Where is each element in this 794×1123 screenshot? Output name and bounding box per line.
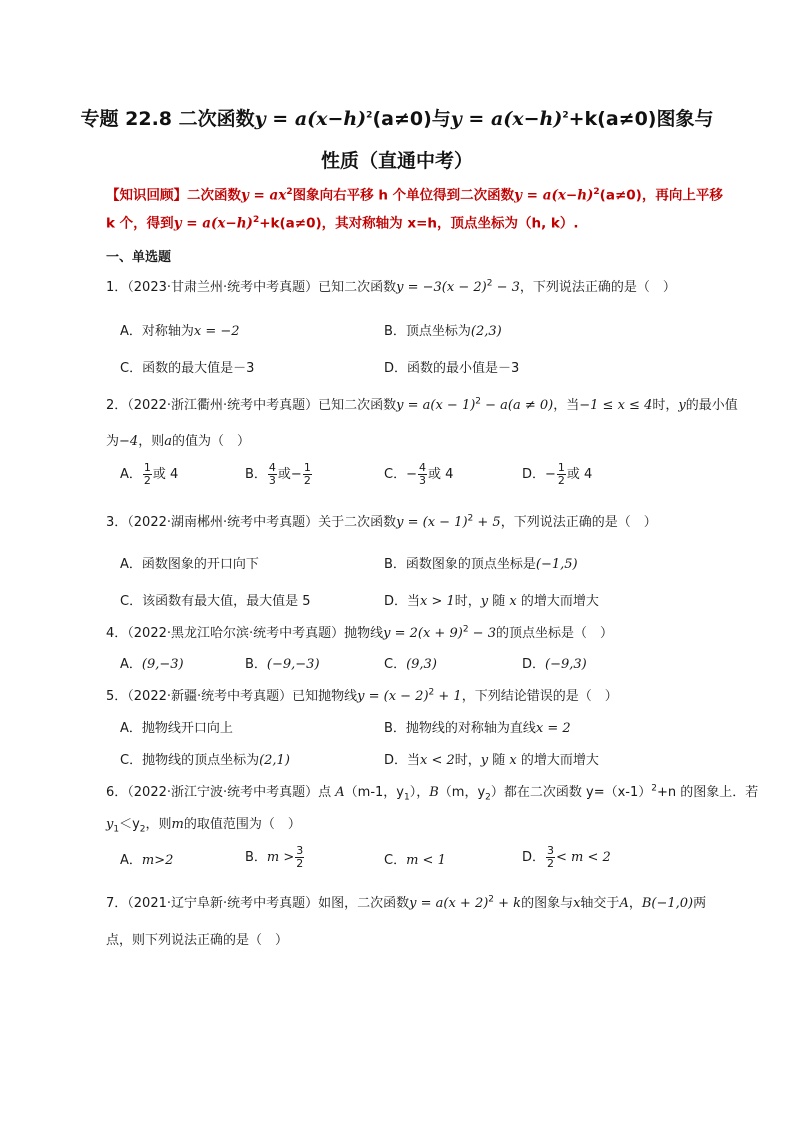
q6-y1-sub: 1: [113, 824, 120, 835]
q6-b-fraction: [295, 845, 304, 870]
q6-point-a-sub: 1: [403, 792, 410, 803]
q6-b-num: 3: [296, 844, 304, 857]
question-2-stem-line2: [106, 430, 250, 449]
q7-point-a: A: [619, 896, 629, 911]
q1-b-math: (2,3): [470, 324, 502, 339]
q6-d-math: < m < 2: [556, 850, 611, 865]
q2-b-label: B．: [245, 467, 267, 482]
q2-a-tail: 或 4: [152, 467, 179, 482]
q7-tail: 的图象与: [521, 896, 574, 911]
title-connector-1: (a≠0)与: [372, 108, 451, 130]
q4-b-label: B．: [245, 657, 267, 672]
q2-expression: y = a(x − 1): [396, 398, 476, 413]
q6-point-a-close: ），: [409, 785, 430, 800]
q2-line2-math: −4: [119, 434, 139, 449]
q2-d-label: D．−: [522, 467, 556, 482]
q4-a-math: (9,−3): [141, 657, 184, 672]
q2-c-fraction: [418, 462, 427, 487]
q2-a-den: 2: [143, 474, 151, 487]
q3-sup: 2: [467, 513, 474, 524]
recall-text-2: 图象向右平移 h 个单位得到二次函数: [292, 187, 515, 204]
recall-sup-2: 2: [593, 187, 600, 197]
recall-text-3: (a≠0)，再向上平移 k 个，得到: [106, 187, 723, 231]
q5-c-text: C．抛物线的顶点坐标为: [120, 753, 260, 768]
title-sup-1: 2: [366, 110, 373, 121]
q3-option-c[interactable]: C．该函数有最大值，最大值是 5: [120, 594, 311, 609]
q5-d-label: D．当: [384, 753, 421, 768]
title-sup-2: 2: [562, 110, 569, 121]
question-2-stem: [106, 394, 738, 413]
q2-stem-text: 2．（2022·浙江衢州·统考中考真题）已知二次函数: [106, 398, 397, 413]
question-6-stem: [106, 781, 758, 803]
q5-expression-2: + 1: [434, 689, 462, 704]
q1-tail: ，下列说法正确的是（ ）: [519, 280, 676, 295]
q6-point-b-coord: （m，y: [438, 785, 486, 800]
q5-b-math: x = 2: [535, 721, 571, 736]
q3-d-t: 时，: [454, 594, 481, 609]
q6-point-a: A: [331, 785, 345, 800]
q6-d-num: 3: [547, 844, 555, 857]
question-7-stem: [106, 892, 706, 911]
title-formula-1: y = a(x−h): [254, 108, 367, 130]
q1-stem-text: 1．（2023·甘肃兰州·统考中考真题）已知二次函数: [106, 280, 397, 295]
q6-b-math: m >: [266, 850, 295, 865]
q6-option-a[interactable]: [120, 849, 173, 868]
q3-d-t3: 的增大而增大: [516, 594, 599, 609]
q6-a-label: A．: [120, 853, 142, 868]
question-6-stem-line2: [106, 813, 301, 835]
q5-d-t3: 的增大而增大: [516, 753, 599, 768]
q6-lt-y2: ＜y: [119, 817, 140, 832]
q2-d-num: 1: [557, 461, 565, 474]
q7-tail-3: ，: [628, 896, 642, 911]
q2-d-fraction: [557, 462, 566, 487]
q2-b-mid: 或−: [277, 467, 302, 482]
q3-d-label: D．当: [384, 594, 421, 609]
q3-expression: y = (x − 1): [396, 515, 468, 530]
q1-sup: 2: [486, 278, 493, 289]
q6-c-label: C．: [384, 853, 407, 868]
recall-formula-1: y = ax: [241, 187, 287, 204]
q4-expression: y = 2(x + 9): [383, 626, 463, 641]
recall-text-4: +k(a≠0)，其对称轴为 x=h，顶点坐标为（h, k）.: [259, 215, 579, 231]
q4-option-c[interactable]: [384, 653, 437, 672]
q3-option-d[interactable]: [384, 590, 599, 609]
question-3-stem: [106, 511, 657, 530]
q3-option-a[interactable]: A．函数图象的开口向下: [120, 557, 259, 572]
q1-option-b[interactable]: [384, 320, 502, 339]
q7-sup: 2: [488, 894, 495, 905]
q7-tail-2: 轴交于: [580, 896, 620, 911]
q6-option-c[interactable]: [384, 849, 446, 868]
q2-option-c[interactable]: [384, 462, 453, 487]
q2-a-label: A．: [120, 467, 142, 482]
q2-line2-b: ，则: [138, 434, 165, 449]
doc-title-line2: 性质（直通中考）: [320, 150, 473, 172]
q4-option-b[interactable]: [245, 653, 320, 672]
q6-b-den: 2: [296, 857, 304, 870]
q3-b-math: (−1,5): [535, 557, 578, 572]
section-heading: 一、单选题: [106, 250, 172, 265]
q5-c-math: (2,1): [259, 753, 290, 768]
q2-option-b[interactable]: [245, 462, 313, 487]
q1-option-d[interactable]: D．函数的最小值是－3: [384, 361, 520, 376]
q6-point-b-sub: 2: [485, 792, 491, 803]
title-formula-2: y = a(x−h): [450, 108, 563, 130]
q2-expression-2: − a(a ≠ 0): [481, 398, 554, 413]
q2-tail: 时，: [652, 398, 679, 413]
q6-point-a-coord: （m-1，y: [344, 785, 404, 800]
q3-stem-text: 3．（2022·湖南郴州·统考中考真题）关于二次函数: [106, 515, 397, 530]
q6-line2-c: ，则: [145, 817, 172, 832]
q7-expression-2: + k: [494, 896, 522, 911]
doc-title-line1: [0, 104, 794, 131]
q2-line2-d: 的值为（ ）: [171, 434, 250, 449]
q2-condition: −1 ≤ x ≤ 4: [579, 398, 653, 413]
q2-line2-a: 为: [106, 434, 120, 449]
q6-d-den: 2: [547, 857, 555, 870]
q2-b-fraction-1: [268, 462, 277, 487]
knowledge-recall: [106, 180, 736, 235]
q5-tail: ，下列结论错误的是（ ）: [461, 689, 618, 704]
q1-b-text: B．顶点坐标为: [384, 324, 471, 339]
q6-a-math: m>2: [141, 853, 174, 868]
q2-b-den-2: 2: [303, 474, 311, 487]
q4-b-math: (−9,−3): [266, 657, 320, 672]
q2-b-fraction-2: [303, 462, 312, 487]
q1-expression-2: − 3: [492, 280, 520, 295]
q3-tail: ，下列说法正确的是（ ）: [500, 515, 657, 530]
q2-tail-2: 的最小值: [685, 398, 738, 413]
q2-option-d[interactable]: [522, 462, 592, 487]
q6-line2-d: 的取值范围为（ ）: [183, 817, 301, 832]
q7-tail-4: 两: [693, 896, 707, 911]
q3-d-math: x > 1: [420, 594, 455, 609]
q2-b-num: 4: [268, 461, 276, 474]
question-1-stem: [106, 276, 676, 295]
q3-b-text: B．函数图象的顶点坐标是: [384, 557, 536, 572]
q3-d-y: y: [480, 594, 489, 609]
q5-d-t: 时，: [454, 753, 481, 768]
q2-y: y: [678, 398, 686, 413]
recall-formula-2: y = a(x−h): [514, 187, 594, 204]
q2-b-den: 3: [268, 474, 276, 487]
q5-b-text: B．抛物线的对称轴为直线: [384, 721, 536, 736]
q4-expression-2: − 3: [468, 626, 496, 641]
q3-option-b[interactable]: [384, 553, 578, 572]
q6-line2-m: m: [171, 817, 184, 832]
q5-sup: 2: [428, 687, 435, 698]
q2-c-den: 3: [418, 474, 426, 487]
q2-c-label: C．−: [384, 467, 417, 482]
q2-c-tail: 或 4: [427, 467, 454, 482]
title-prefix: 专题 22.8 二次函数: [80, 108, 255, 130]
q4-option-a[interactable]: [120, 653, 184, 672]
q2-d-tail: 或 4: [566, 467, 593, 482]
q5-option-c[interactable]: [120, 749, 290, 768]
q5-option-b[interactable]: [384, 717, 571, 736]
q4-sup: 2: [462, 624, 469, 635]
q4-d-math: (−9,3): [545, 657, 587, 672]
q6-option-d[interactable]: [522, 845, 611, 870]
q2-a-fraction: [143, 462, 152, 487]
q7-stem-text: 7．（2021·辽宁阜新·统考中考真题）如图，二次函数: [106, 896, 410, 911]
q1-option-c[interactable]: C．函数的最大值是－3: [120, 361, 255, 376]
q6-sup: 2: [651, 783, 657, 794]
q6-b-label: B．: [245, 850, 267, 865]
q2-option-a[interactable]: [120, 462, 178, 487]
q2-c-num: 4: [418, 461, 426, 474]
q6-option-b[interactable]: [245, 845, 305, 870]
q5-option-d[interactable]: [384, 749, 599, 768]
q7-x: x: [573, 896, 581, 911]
q3-d-t2: 随: [488, 594, 510, 609]
q6-d-label: D．: [522, 850, 546, 865]
q5-option-a[interactable]: A．抛物线开口向上: [120, 721, 233, 736]
question-4-stem: [106, 622, 613, 641]
q2-a-num: 1: [143, 461, 151, 474]
recall-formula-3: y = a(x−h): [173, 215, 253, 231]
q2-d-den: 2: [557, 474, 565, 487]
q6-d-fraction: [546, 845, 555, 870]
q7-expression: y = a(x + 2): [409, 896, 489, 911]
q5-expression: y = (x − 2): [357, 689, 429, 704]
q1-expression: y = −3(x − 2): [396, 280, 487, 295]
q3-d-x: x: [509, 594, 517, 609]
q1-a-math: x = −2: [193, 324, 240, 339]
title-connector-2: +k(a≠0)图象与: [568, 108, 714, 130]
recall-text-1: 【知识回顾】二次函数: [106, 187, 241, 204]
q1-option-a[interactable]: [120, 320, 240, 339]
q2-sup: 2: [475, 396, 482, 407]
q5-d-t2: 随: [488, 753, 510, 768]
q5-d-y: y: [480, 753, 489, 768]
recall-sup-1: 2: [286, 187, 293, 197]
q4-c-label: C．: [384, 657, 407, 672]
q4-c-math: (9,3): [406, 657, 437, 672]
q2-line2-a-var: a: [164, 434, 172, 449]
q4-a-label: A．: [120, 657, 142, 672]
q4-tail: 的顶点坐标是（ ）: [495, 626, 613, 641]
q6-point-b-close: ）都在二次函数 y=（x-1）: [490, 785, 652, 800]
question-5-stem: [106, 685, 618, 704]
q7-point-b: B(−1,0): [641, 896, 694, 911]
q4-option-d[interactable]: [522, 653, 587, 672]
q6-tail: +n 的图象上．若: [657, 785, 759, 800]
question-7-stem-line2: 点，则下列说法正确的是（ ）: [106, 933, 289, 948]
q6-c-math: m < 1: [406, 853, 446, 868]
recall-sup-3: 2: [252, 214, 260, 225]
q2-mid: ，当: [553, 398, 580, 413]
q1-a-text: A．对称轴为: [120, 324, 194, 339]
q5-d-math: x < 2: [420, 753, 455, 768]
q6-y1: y: [106, 817, 114, 832]
q5-d-x: x: [509, 753, 517, 768]
q5-stem-text: 5．（2022·新疆·统考中考真题）已知抛物线: [106, 689, 358, 704]
q3-expression-2: + 5: [473, 515, 501, 530]
q6-point-b: B: [429, 785, 439, 800]
q6-stem-text: 6．（2022·浙江宁波·统考中考真题）点: [106, 785, 332, 800]
q6-y2-sub: 2: [139, 824, 146, 835]
q4-d-label: D．: [522, 657, 546, 672]
q2-b-num-2: 1: [303, 461, 311, 474]
q4-stem-text: 4．（2022·黑龙江哈尔滨·统考中考真题）抛物线: [106, 626, 384, 641]
